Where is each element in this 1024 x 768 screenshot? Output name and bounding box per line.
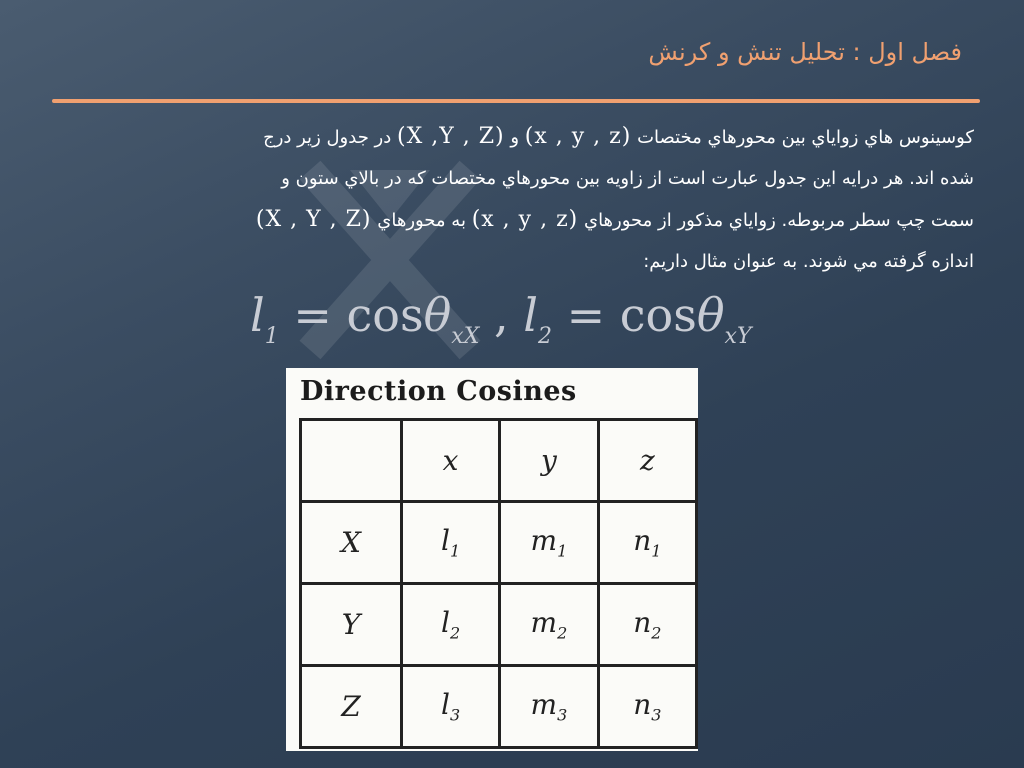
math-upper-axes: (X , Y , Z) bbox=[255, 207, 372, 232]
paragraph-line-1 bbox=[40, 116, 974, 158]
cell-symbol: m bbox=[530, 606, 558, 640]
body-paragraph bbox=[40, 116, 974, 282]
table-cell bbox=[402, 666, 500, 748]
title-divider bbox=[52, 99, 980, 103]
cell-subscript: 2 bbox=[557, 623, 568, 643]
cell-symbol: m bbox=[530, 688, 558, 722]
formula-theta: θ bbox=[423, 288, 452, 342]
table-cell bbox=[500, 584, 599, 666]
math-lower-axes: (x , y , z) bbox=[471, 207, 579, 232]
cell-subscript: 2 bbox=[651, 623, 662, 643]
row-label: Y bbox=[301, 584, 402, 666]
table-cell bbox=[500, 666, 599, 748]
cell-subscript: 1 bbox=[651, 541, 662, 561]
cell-symbol: n bbox=[633, 524, 652, 558]
table-row bbox=[301, 502, 697, 584]
formula-l2: l bbox=[523, 288, 538, 342]
text: سمت چپ سطر مربوطه. زواياي مذكور از محورهاي bbox=[583, 210, 974, 231]
row-label: X bbox=[301, 502, 402, 584]
table-row bbox=[301, 584, 697, 666]
text: و bbox=[510, 127, 520, 148]
formula-l1-sub: 1 bbox=[264, 324, 279, 349]
cell-symbol: l bbox=[441, 688, 450, 722]
cell-subscript: 1 bbox=[557, 541, 568, 561]
paragraph-line-3 bbox=[40, 199, 974, 241]
formula-theta-sub: xX bbox=[451, 324, 480, 349]
text: در جدول زير درج bbox=[263, 127, 392, 148]
direction-cosines-table-image bbox=[286, 368, 698, 751]
formula-cos: cos bbox=[619, 288, 697, 342]
table-header-cell: y bbox=[500, 420, 599, 502]
direction-cosine-formula bbox=[250, 288, 770, 350]
cell-symbol: l bbox=[441, 524, 450, 558]
cell-subscript: 3 bbox=[449, 705, 461, 725]
text: كوسينوس هاي زواياي بين محورهاي مختصات bbox=[637, 127, 974, 148]
table-header-cell: z bbox=[598, 420, 696, 502]
math-upper-axes: (X ,Y , Z) bbox=[397, 124, 505, 149]
cell-subscript: 2 bbox=[449, 623, 461, 643]
formula-l1: l bbox=[250, 288, 265, 342]
cell-subscript: 3 bbox=[557, 705, 568, 725]
formula-equals: = bbox=[293, 288, 332, 342]
text: به محورهاي bbox=[377, 210, 466, 231]
table-header-cell: x bbox=[402, 420, 500, 502]
table-row bbox=[301, 666, 697, 748]
slide-title: فصل اول : تحليل تنش و كرنش bbox=[648, 38, 962, 66]
table-cell bbox=[598, 502, 696, 584]
math-lower-axes: (x , y , z) bbox=[524, 124, 632, 149]
table-cell bbox=[598, 666, 696, 748]
formula-theta-sub: xY bbox=[724, 324, 752, 349]
paragraph-line-2: شده اند. هر درايه اين جدول عبارت است از زاويه بين محورهاي مختصات كه در بالاي ستون و bbox=[281, 168, 974, 189]
table-cell bbox=[402, 502, 500, 584]
table-header-cell bbox=[301, 420, 402, 502]
table-cell bbox=[598, 584, 696, 666]
table-title: Direction Cosines bbox=[300, 376, 577, 407]
cell-subscript: 1 bbox=[449, 541, 461, 561]
table-cell bbox=[402, 584, 500, 666]
cell-symbol: n bbox=[633, 606, 652, 640]
cell-symbol: m bbox=[530, 524, 558, 558]
formula-separator: , bbox=[494, 288, 509, 342]
direction-cosines-table bbox=[299, 418, 698, 749]
formula-theta: θ bbox=[696, 288, 725, 342]
table-cell bbox=[500, 502, 599, 584]
row-label: Z bbox=[301, 666, 402, 748]
cell-subscript: 3 bbox=[651, 705, 662, 725]
formula-cos: cos bbox=[346, 288, 424, 342]
paragraph-line-4: اندازه گرفته مي شوند. به عنوان مثال داريم: bbox=[643, 251, 974, 272]
table-header-row bbox=[301, 420, 697, 502]
formula-equals: = bbox=[566, 288, 606, 342]
formula-l2-sub: 2 bbox=[537, 324, 552, 349]
cell-symbol: n bbox=[633, 688, 652, 722]
cell-symbol: l bbox=[441, 606, 450, 640]
